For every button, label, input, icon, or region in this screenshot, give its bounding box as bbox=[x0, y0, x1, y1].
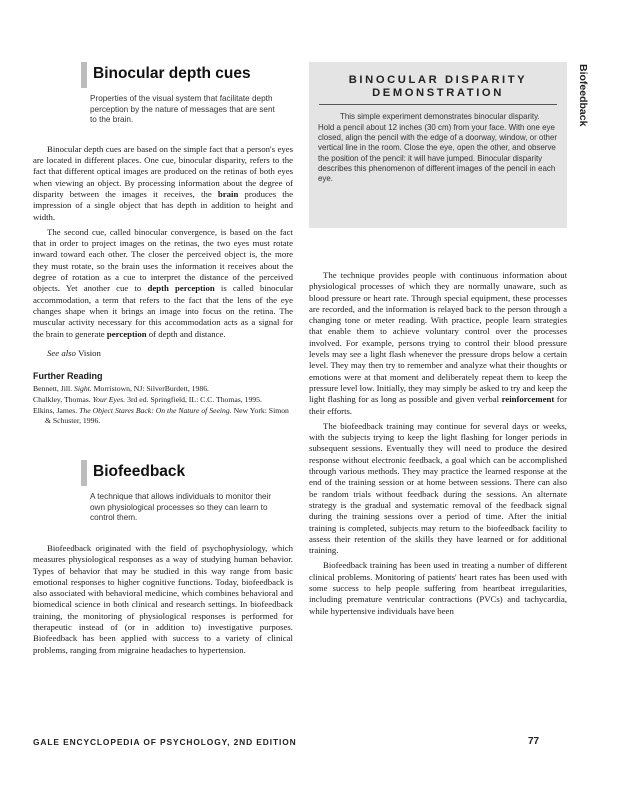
entry-abstract: Properties of the visual system that facilitate depth perception by the nature of messages that are sent to the brain. bbox=[90, 94, 275, 125]
heading-bar-decoration bbox=[81, 62, 87, 88]
right-column bbox=[309, 232, 567, 617]
entry-abstract: A technique that allows individuals to monitor their own physiological processes so they can learn to control them. bbox=[90, 492, 272, 523]
keyword-depth-perception: depth perception bbox=[147, 283, 215, 294]
further-reading-heading: Further Reading bbox=[33, 371, 103, 382]
entry-heading-binocular bbox=[33, 62, 293, 88]
left-column bbox=[33, 62, 293, 685]
entry-title: Biofeedback bbox=[93, 463, 186, 481]
keyword-perception: perception bbox=[106, 328, 147, 339]
body-paragraph: The technique provides people with continuous information about physiological processes of which they are normally unaware, such as blood pressure or heart rate. Through special equipment, these processes are recorded, and the information is relayed back to the person through a changing tone or meter reading. With practice, people learn strategies that enable them to achieve voluntary control over the processes involved. For example, persons trying to control their blood pressure levels may see a light flash whenever the pressure drops below a certain level. They may then try to remember and analyze what their thoughts or emotions were at that moment and deliberately repeat them to keep the pressure level low. Initially, they may simply be asked to try and keep the light flashing for as long as possible and given verbal reinforcement for their efforts. bbox=[309, 270, 568, 416]
page-number: 77 bbox=[528, 736, 540, 747]
running-head: Biofeedback bbox=[577, 64, 589, 127]
see-also-link: Vision bbox=[78, 347, 101, 358]
body-paragraph: The biofeedback training may continue for several days or weeks, with the subjects trying to keep the light flashing for longer periods in subsequent sessions. Eventually they will need to produce the desired response without electronic feedback, a goal which can be accomplished through various methods. They may practice the learned response at the end of the training session or at home between sessions. There can also be random trials without feedback during the sessions. An alternate strategy is the gradual and systematic removal of the feedback signal during the training sessions over a period of time. After the initial training is completed, subjects may return to the biofeedback facility to assess their retention of the skills they have learned or for additional training. bbox=[309, 420, 567, 556]
sidebar-box bbox=[309, 62, 567, 228]
body-paragraph: Binocular depth cues are based on the simple fact that a person's eyes are located in different places. One cue, binocular disparity, refers to the fact that different optical images are produced on the retinas of both eyes when viewing an object. By processing information about the degree of disparity between the images it receives, the brain produces the impression of a single object that has depth in addition to height and width. bbox=[33, 143, 293, 222]
keyword-reinforcement: reinforcement bbox=[501, 394, 555, 405]
keyword-brain: brain bbox=[217, 188, 239, 199]
body-paragraph: The second cue, called binocular convergence, is based on the fact that in order to project images on the retinas, the two eyes must rotate inward toward each other. The closer the perceived object is, the more they must rotate, so the brain uses the information it receives about the degree of rotation as a cue to interpret the distance of the perceived objects. Yet another cue to depth perception is called binocular accommodation, a term that refers to the fact that the lens of the eye changes shape when it brings an image into focus on the retina. The muscular activity necessary for this accommodation acts as a signal for the brain to generate perception of depth and distance. bbox=[33, 226, 293, 339]
heading-bar-decoration bbox=[81, 460, 87, 486]
column-continuation bbox=[33, 543, 293, 685]
see-also: See also Vision bbox=[47, 347, 101, 358]
reference-item: Bennett, Jill. Sight. Morristown, NJ: SilverBurdett, 1986. bbox=[33, 384, 209, 394]
footer-publication: GALE ENCYCLOPEDIA OF PSYCHOLOGY, 2ND EDITION bbox=[33, 737, 297, 747]
sidebar-title: BINOCULAR DISPARITY DEMONSTRATION bbox=[348, 74, 528, 99]
entry-title: Binocular depth cues bbox=[93, 65, 251, 82]
entry-heading-biofeedback bbox=[33, 460, 293, 486]
body-paragraph: Biofeedback originated with the field of psychophysiology, which measures physiological responses as a way of studying human behavior. Types of behavior that may be studied in this way range from basic emotional responses to higher cognitive functions. Today, biofeedback is also associated with behavioral medicine, which combines behavioral and biomedical science in both clinical and research settings. In biofeedback training, the monitoring of physiological responses is performed for therapeutic instead of (or in addition to) investigative purposes. Biofeedback has been applied with success to a variety of clinical problems, ranging from migraine headaches to hypertension. bbox=[33, 542, 293, 655]
column-continuation bbox=[309, 232, 567, 266]
sidebar-body: This simple experiment demonstrates binocular disparity. Hold a pencil about 12 inches (30 cm) from your face. With one eye closed, align the pencil with the edge of a doorway, window, or other vertical line in the room. Close the eye, open the other, and observe the position of the pencil: it will have jumped. Binocular disparity describes this phenomenon of different images of the pencil in each eye. bbox=[318, 112, 558, 184]
reference-item: Chalkley, Thomas. Your Eyes. 3rd ed. Springfield, IL: C.C. Thomas, 1995. bbox=[33, 395, 262, 405]
body-paragraph: Biofeedback training has been used in treating a number of different clinical problems. Monitoring of patients' heart rates has been used with some success to help people suffering from heartbeat irregularities, including premature ventricular contractions (PVCs) and tachycardia, while hypertensive individuals have been bbox=[309, 560, 567, 616]
reference-item: Elkins, James. The Object Stares Back: On the Nature of Seeing. New York: Simon & Schuster, 1996. bbox=[33, 406, 289, 426]
sidebar-divider bbox=[319, 104, 557, 105]
